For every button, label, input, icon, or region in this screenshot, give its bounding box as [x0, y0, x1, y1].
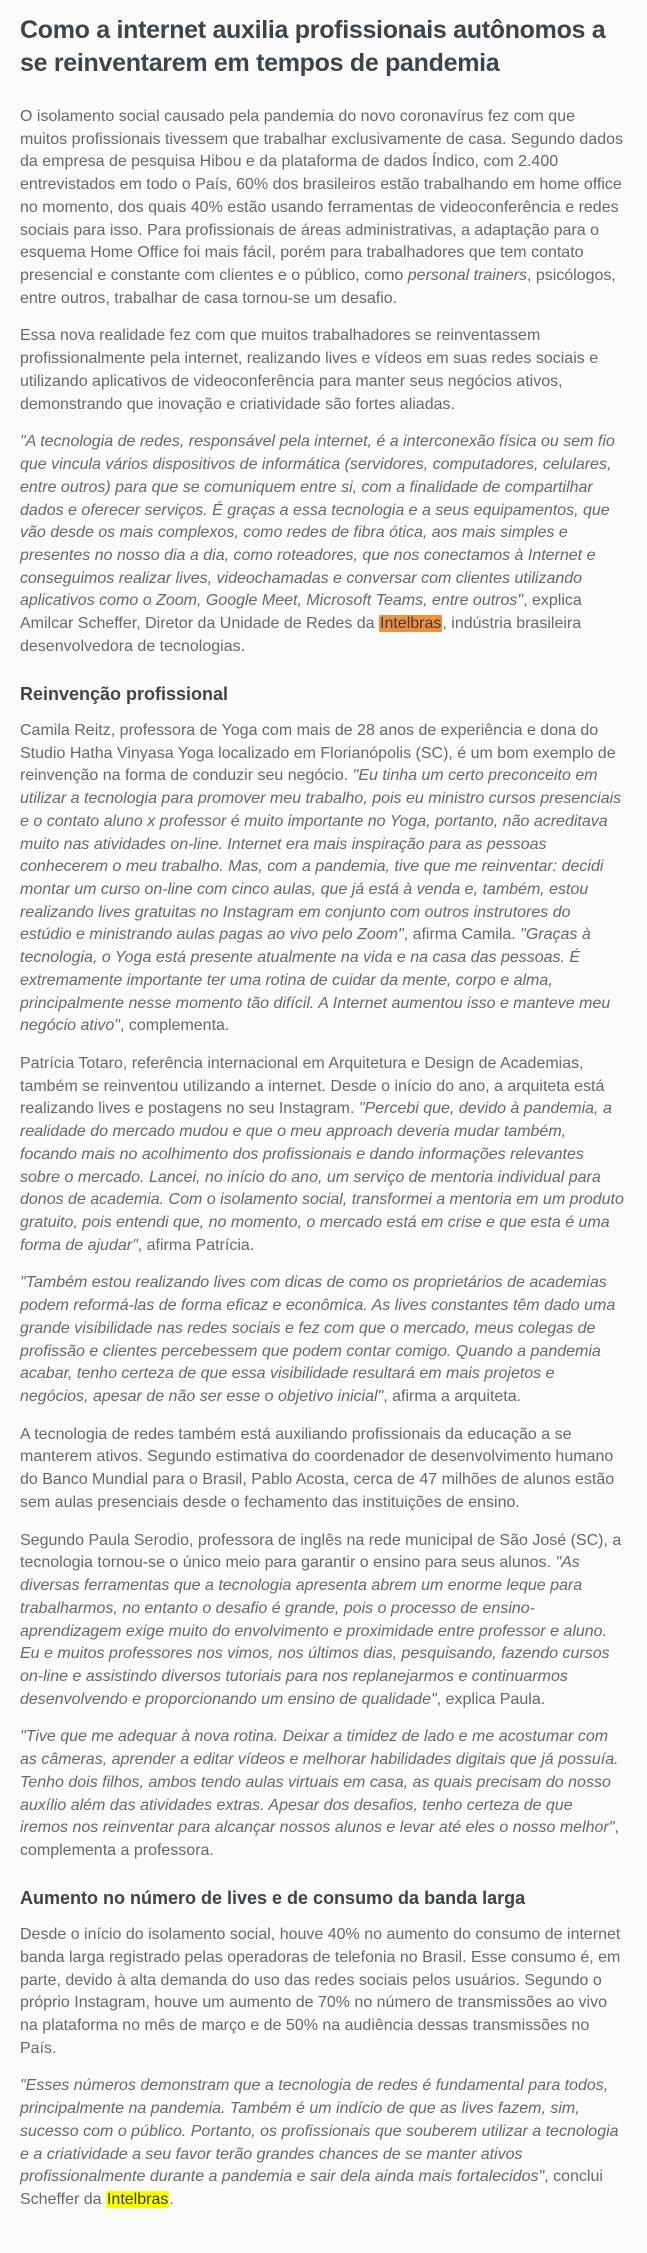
text-segment: Desde o início do isolamento social, houve 40% no aumento do consumo de internet banda larga registrado pelas operadoras de telefonia no Brasil. Esse consumo é, em parte, devido à alta demanda do uso das redes sociais pelos usuários. Segundo o próprio Instagram, houve um aumento de 70% no número de transmissões ao vivo na plataforma no mês de março e de 50% na audiência dessas transmissões no País.	[20, 1926, 621, 2057]
text-segment: , explica Amilcar Scheffer, Diretor da Unidade de Redes da	[20, 592, 582, 633]
article-paragraph	[20, 2075, 625, 2211]
text-segment: "Percebi que, devido à pandemia, a realidade do mercado mudou e que o meu approach deveria mudar também, focando mais no acolhimento dos profissionais e dando informações relevantes sobre o mercado. Lancei, no início do ano, um serviço de mentoria individual para donos de academia. Com o isolamento social, transformei a mentoria em um produto gratuito, pois entendi que, no momento, o mercado está em crise e que esta é uma forma de ajudar"	[20, 1100, 624, 1254]
article-paragraph	[20, 1272, 625, 1408]
text-segment: , complementa a professora.	[20, 1819, 619, 1859]
article-paragraph	[20, 431, 625, 658]
section-heading: Reinvenção profissional	[20, 683, 229, 704]
text-segment: Segundo Paula Serodio, professora de inglês na rede municipal de São José (SC), a tecnologia tornou-se o único meio para garantir o ensino para seus alunos.	[20, 1531, 622, 1572]
text-segment: personal trainers	[407, 267, 527, 285]
article-paragraph	[20, 1924, 625, 2060]
text-segment: , complementa.	[119, 1017, 230, 1035]
article-title: Como a internet auxilia profissionais autônomos a se reinventarem em tempos de pandemia	[20, 16, 606, 77]
text-segment: "As diversas ferramentas que a tecnologia apresenta abrem um enorme leque para trabalharmos, no entanto o desafio é grande, pois o processo de ensino-aprendizagem exige muito do envolvimento e proximidade entre professor e aluno. Eu e muitos professores nos vimos, nos últimos dias, pesquisando, fazendo cursos on-line e assistindo diversos tutoriais para nos replanejarmos e continuarmos desenvolvendo e proporcionando um ensino de qualidade"	[20, 1554, 610, 1708]
text-segment: , afirma Camila.	[403, 926, 521, 944]
find-match-highlight: Intelbras	[106, 2191, 169, 2208]
article-body	[20, 106, 625, 2212]
text-segment: O isolamento social causado pela pandemia do novo coronavírus fez com que muitos profissionais tivessem que trabalhar exclusivamente de casa. Segundo dados da empresa de pesquisa Hibou e da plataforma de dados Índico, com 2.400 entrevistados em todo o País, 60% dos brasileiros estão trabalhando em home office no momento, dos quais 40% estão usando ferramentas de videoconferência e redes sociais para isso. Para profissionais de áreas administrativas, a adaptação para o esquema Home Office foi mais fácil, porém para trabalhadores que tem contato presencial e constante com clientes e o público, como	[20, 108, 623, 285]
text-segment: , psicólogos, entre outros, trabalhar de casa tornou-se um desafio.	[20, 267, 616, 307]
article-paragraph	[20, 720, 625, 1038]
section-heading: Aumento no número de lives e de consumo da banda larga	[20, 1887, 526, 1908]
text-segment: , conclui Scheffer da	[20, 2168, 603, 2208]
article-paragraph	[20, 325, 625, 416]
text-segment: Camila Reitz, professora de Yoga com mais de 28 anos de experiência e dona do Studio Hatha Vinyasa Yoga localizado em Florianópolis (SC), é um bom exemplo de reinvenção na forma de conduzir seu negócio.	[20, 721, 616, 785]
text-segment: "Eu tinha um certo preconceito em utilizar a tecnologia para promover meu trabalho, pois eu ministro cursos presenciais e o contato aluno x professor é muito importante no Yoga, portanto, não acreditava muito nas atividades on-line. Internet era mais inspiração para as pessoas conhecerem o meu trabalho. Mas, com a pandemia, tive que me reinventar: decidi montar um curso on-line com cinco aulas, que já está à venda e, também, estou realizando lives gratuitas no Instagram em conjunto com outros instrutores do estúdio e ministrando aulas pagas ao vivo pelo Zoom"	[20, 767, 622, 944]
find-match-active-highlight: Intelbras	[380, 615, 442, 633]
article-paragraph	[20, 1424, 625, 1515]
article-paragraph	[20, 106, 625, 310]
text-segment: A tecnologia de redes também está auxiliando profissionais da educação a se manterem ativos. Segundo estimativa do coordenador de desenvolvimento humano do Banco Mundial para o Brasil, Pablo Acosta, cerca de 47 milhões de alunos estão sem aulas presenciais desde o fechamento das instituições de ensino.	[20, 1425, 615, 1511]
text-segment: .	[169, 2191, 174, 2208]
article-paragraph	[20, 1530, 625, 1712]
article-paragraph	[20, 1053, 625, 1257]
text-segment: , afirma Patrícia.	[137, 1236, 255, 1254]
text-segment: Essa nova realidade fez com que muitos trabalhadores se reinventassem profissionalmente pela internet, realizando lives e vídeos em suas redes sociais e utilizando aplicativos de videoconferência para manter seus negócios ativos, demonstrando que inovação e criatividade são fortes aliadas.	[20, 327, 599, 413]
text-segment: , indústria brasileira desenvolvedora de tecnologias.	[20, 615, 582, 655]
text-segment: "Também estou realizando lives com dicas de como os proprietários de academias podem reformá-las de forma eficaz e econômica. As lives constantes têm dado uma grande visibilidade nas redes sociais e fez com que o mercado, meus colegas de profissão e clientes percebessem que podem contar comigo. Quando a pandemia acabar, tenho certeza de que essa visibilidade resultará em mais projetos e negócios, apesar de não ser esse o objetivo inicial"	[20, 1274, 616, 1406]
text-segment: Patrícia Totaro, referência internacional em Arquitetura e Design de Academias, também se reinventou utilizando a internet. Desde o início do ano, a arquiteta está realizando lives e postagens no seu Instagram.	[20, 1054, 605, 1118]
text-segment: "Esses números demonstram que a tecnologia de redes é fundamental para todos, principalmente na pandemia. Também é um indício de que as lives fazem, sim, sucesso com o público. Portanto, os profissionais que souberem utilizar a tecnologia e a criatividade a seu favor terão grandes chances de se manter ativos profissionalmente durante a pandemia e sair dela ainda mais fortalecidos"	[20, 2077, 619, 2186]
text-segment: "Graças à tecnologia, o Yoga está presente atualmente na vida e na casa das pessoas. É extremamente importante ter uma rotina de cuidar da mente, corpo e alma, principalmente nesse momento tão difícil. A Internet aumentou isso e manteve meu negócio ativo"	[20, 926, 611, 1035]
text-segment: "Tive que me adequar à nova rotina. Deixar a timidez de lado e me acostumar com as câmeras, aprender a editar vídeos e melhorar habilidades digitais que já possuía. Tenho dois filhos, ambos tendo aulas virtuais em casa, as quais precisam do nosso auxílio além das atividades extras. Apesar dos desafios, tenho certeza de que iremos nos reinventar para alcançar nossos alunos e levar até eles o nosso melhor"	[20, 1728, 619, 1837]
article-paragraph	[20, 1726, 625, 1862]
text-segment: , explica Paula.	[436, 1690, 546, 1708]
text-segment: , afirma a arquiteta.	[383, 1388, 522, 1406]
text-segment: "A tecnologia de redes, responsável pela internet, é a interconexão física ou sem fio que vincula vários dispositivos de informática (servidores, computadores, celulares, entre outros) para que se comuniquem entre si, com a finalidade de compartilhar dados e oferecer serviços. É graças a essa tecnologia e a seus equipamentos, que vão desde os mais complexos, como redes de fibra ótica, aos mais simples e presentes no nosso dia a dia, como roteadores, que nos conectamos à Internet e conseguimos realizar lives, videochamadas e conversar com clientes utilizando aplicativos como o Zoom, Google Meet, Microsoft Teams, entre outros"	[20, 433, 615, 610]
